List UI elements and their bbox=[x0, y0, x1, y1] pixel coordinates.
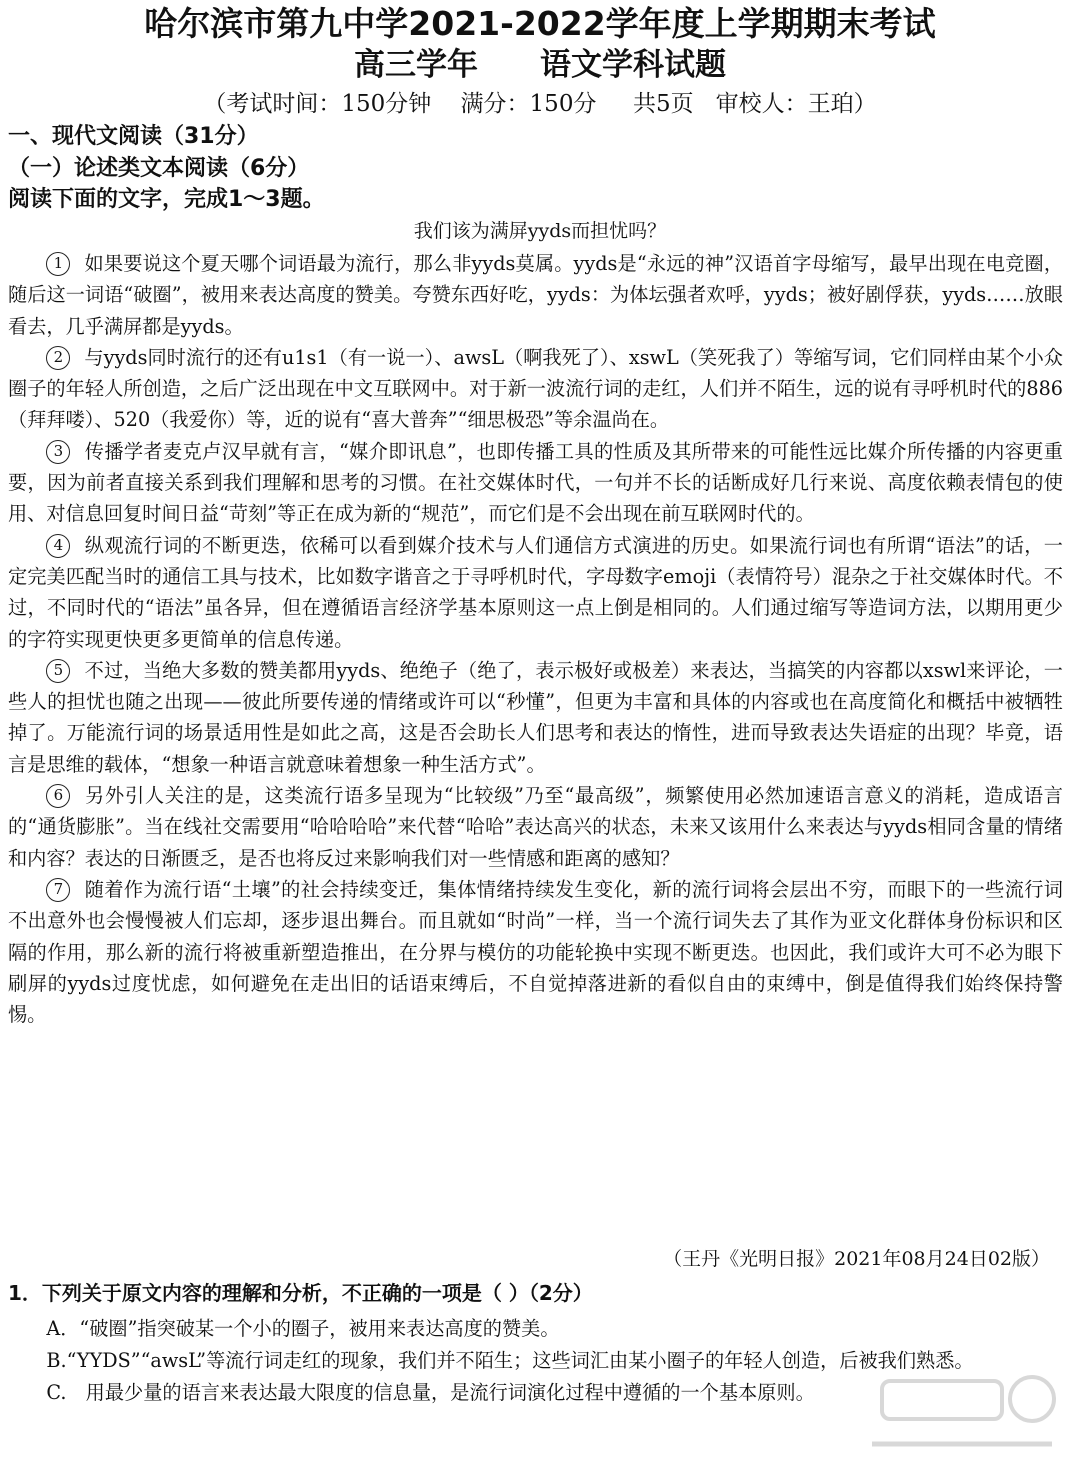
paragraph-number: 4 bbox=[46, 534, 70, 558]
paragraph-number: 1 bbox=[46, 252, 70, 276]
paragraph-number: 7 bbox=[46, 878, 70, 902]
subsection-heading: （一）论述类文本阅读（6分） bbox=[8, 156, 310, 181]
reading-instruction: 阅读下面的文字，完成1～3题。 bbox=[8, 187, 325, 212]
article-paragraph bbox=[8, 780, 1063, 874]
paragraph-text: 如果要说这个夏天哪个词语最为流行，那么非yyds莫属。yyds是“永远的神”汉语首字母缩写，最早出现在电竞圈，随后这一词语“破圈”，被用来表达高度的赞美。夸赞东西好吃，yyds：为体坛强者欢呼，yyds；被好剧俘获，yyds……放眼看去，几乎满屏都是yyds。 bbox=[8, 252, 1063, 338]
subject-label: 语文学科试题 bbox=[540, 47, 726, 83]
option-b: B.“YYDS”“awsL”等流行词走红的现象，我们并不陌生；这些词汇由某小圈子的年轻人创造，后被我们熟悉。 bbox=[46, 1349, 974, 1372]
paragraph-text: 随着作为流行语“土壤”的社会持续变迁，集体情绪持续发生变化，新的流行词将会层出不穷，而眼下的一些流行词不出意外也会慢慢被人们忘却，逐步退出舞台。而且就如“时尚”一样，当一个流行词失去了其作为亚文化群体身份标识和区隔的作用，那么新的流行将被重新塑造推出，在分界与模仿的功能轮换中实现不断更迭。也因此，我们或许大可不必为眼下刷屏的yyds过度忧虑，如何避免在走出旧的话语束缚后，不自觉掉落进新的看似自由的束缚中，倒是值得我们始终保持警惕。 bbox=[8, 877, 1063, 1027]
paragraph-number: 6 bbox=[46, 784, 70, 808]
paragraph-text: 传播学者麦克卢汉早就有言，“媒介即讯息”，也即传播工具的性质及其所带来的可能性远比媒介所传播的内容更重要，因为前者直接关系到我们理解和思考的习惯。在社交媒体时代，一句并不长的话断成好几行来说、高度依赖表情包的使用、对信息回复时间日益“苛刻”等正在成为新的“规范”，而它们是不会出现在前互联网时代的。 bbox=[8, 439, 1063, 526]
watermark-logo bbox=[862, 1369, 1062, 1459]
option-c: C. 用最少量的语言来表达最大限度的信息量，是流行词演化过程中遵循的一个基本原则。 bbox=[46, 1381, 815, 1404]
section-heading: 一、现代文阅读（31分） bbox=[8, 124, 259, 149]
paragraph-number: 2 bbox=[46, 346, 70, 370]
article-paragraph bbox=[8, 342, 1063, 436]
article-paragraph bbox=[8, 436, 1063, 530]
question-stem: 1．下列关于原文内容的理解和分析，不正确的一项是（ ）（2分） bbox=[8, 1281, 593, 1305]
paragraph-text: 纵观流行词的不断更迭，依稀可以看到媒介技术与人们通信方式演进的历史。如果流行词也有所谓“语法”的话，一定完美匹配当时的通信工具与技术，比如数字谐音之于寻呼机时代，字母数字emoji（表情符号）混杂之于社交媒体时代。不过，不同时代的“语法”虽各异，但在遵循语言经济学基本原则这一点上倒是相同的。人们通过缩写等造词方法，以期用更少的字符实现更快更多更简单的信息传递。 bbox=[8, 533, 1063, 651]
paragraph-number: 5 bbox=[46, 659, 70, 683]
article-paragraph bbox=[8, 874, 1063, 1030]
article-source: （王丹《光明日报》2021年08月24日02版） bbox=[663, 1248, 1050, 1270]
article-paragraph bbox=[8, 655, 1063, 780]
article-paragraph bbox=[8, 530, 1063, 655]
grade-label: 高三学年 bbox=[354, 47, 478, 83]
exam-title: 哈尔滨市第九中学2021-2022学年度上学期期末考试 bbox=[144, 4, 936, 43]
exam-meta: （考试时间：150分钟 满分：150分 共5页 审校人：王珀） bbox=[203, 91, 877, 117]
paragraph-text: 与yyds同时流行的还有u1s1（有一说一）、awsL（啊我死了）、xswL（笑死我了）等缩写词，它们同样由某个小众圈子的年轻人所创造，之后广泛出现在中文互联网中。对于新一波流行词的走红，人们并不陌生，远的说有寻呼机时代的886（拜拜喽）、520（我爱你）等，近的说有“喜大普奔”“细思极恐”等余温尚在。 bbox=[8, 345, 1063, 432]
paragraph-text: 不过，当绝大多数的赞美都用yyds、绝绝子（绝了，表示极好或极差）来表达，当搞笑的内容都以xswl来评论，一些人的担忧也随之出现——彼此所要传递的情绪或许可以“秒懂”，但更为丰富和具体的内容或也在高度简化和概括中被牺牲掉了。万能流行词的场景适用性是如此之高，这是否会助长人们思考和表达的惰性，进而导致表达失语症的出现？毕竟，语言是思维的载体，“想象一种语言就意味着想象一种生活方式”。 bbox=[8, 658, 1063, 776]
option-a: A．“破圈”指突破某一个小的圈子，被用来表达高度的赞美。 bbox=[46, 1317, 560, 1340]
article-paragraph bbox=[8, 248, 1063, 342]
paragraph-number: 3 bbox=[46, 440, 70, 464]
exam-subtitle bbox=[0, 45, 1080, 85]
article-title: 我们该为满屏yyds而担忧吗？ bbox=[413, 220, 667, 242]
paragraph-text: 另外引人关注的是，这类流行语多呈现为“比较级”乃至“最高级”，频繁使用必然加速语言意义的消耗，造成语言的“通货膨胀”。当在线社交需要用“哈哈哈哈”来代替“哈哈”表达高兴的状态，未来又该用什么来表达与yyds相同含量的情绪和内容？表达的日渐匮乏，是否也将反过来影响我们对一些情感和距离的感知？ bbox=[8, 784, 1063, 870]
article-body bbox=[8, 248, 1063, 1030]
